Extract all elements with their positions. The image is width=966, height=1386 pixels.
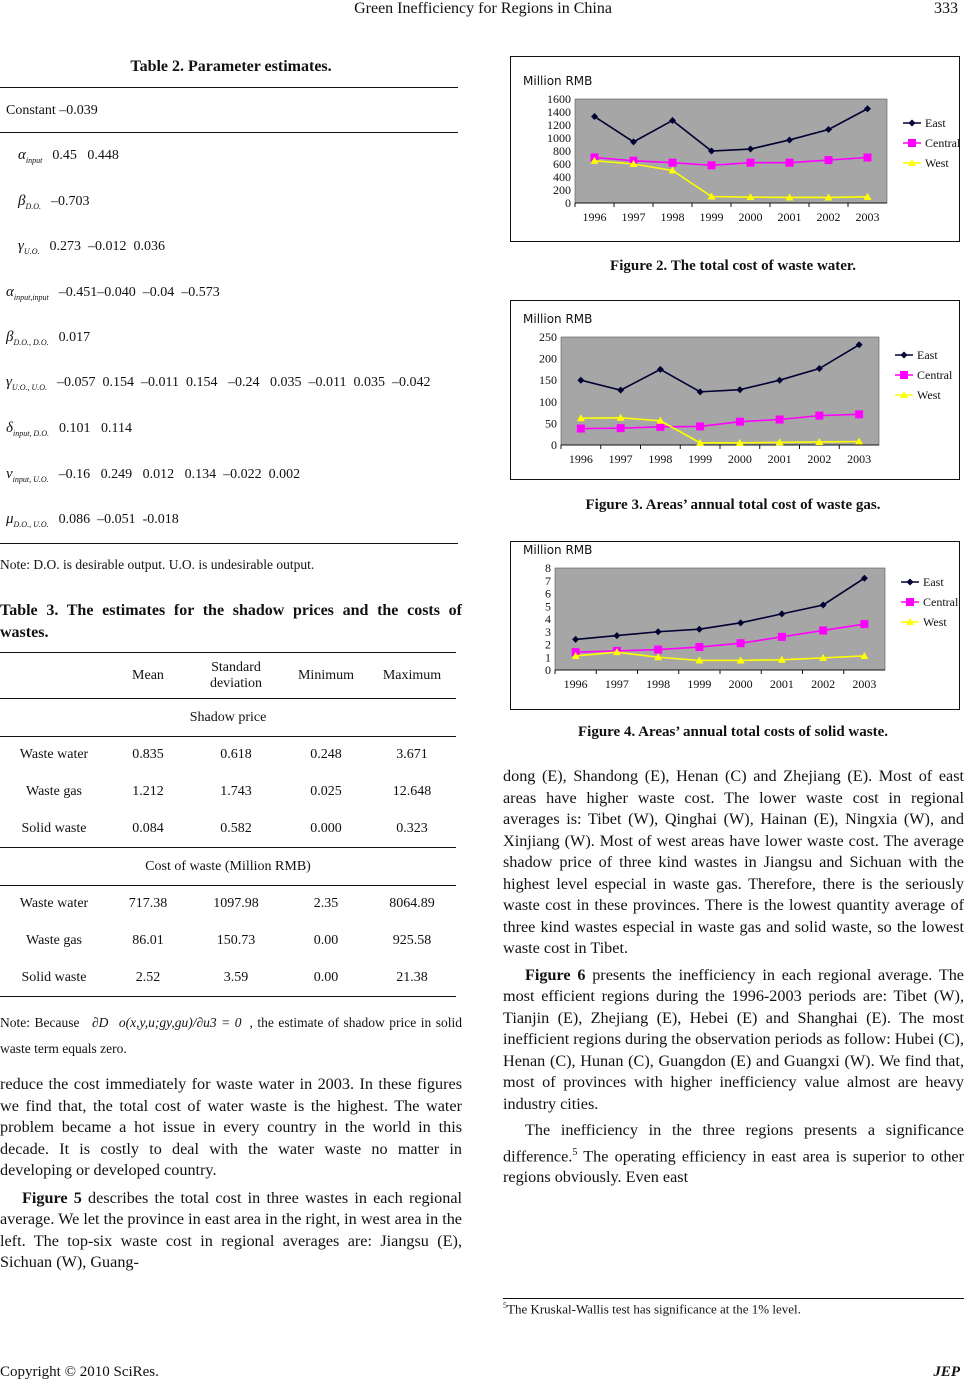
svg-text:1000: 1000 [547, 131, 571, 145]
svg-text:West: West [925, 156, 949, 170]
svg-text:East: East [923, 575, 944, 589]
svg-text:2000: 2000 [727, 452, 752, 466]
svg-text:1400: 1400 [547, 105, 571, 119]
table-row [0, 886, 456, 923]
svg-text:600: 600 [553, 157, 571, 171]
parameter-symbol: γ [6, 374, 12, 390]
figure4-chart [510, 541, 960, 710]
cell: 21.38 [396, 969, 428, 985]
paragraph: reduce the cost immediately for waste water in 2003. In these figures we find that, the total cost of water waste is the highest. The water problem became a hot issue in every country in the world in this decade. It is costly to deal with the water waste no matter in developing or developed country. [0, 1075, 462, 1179]
svg-text:West: West [917, 388, 941, 402]
svg-text:2000: 2000 [738, 210, 763, 224]
parameter-values: –0.703 [51, 194, 90, 209]
cell: 0.835 [132, 747, 164, 763]
table3 [0, 652, 456, 997]
table3-col-min: Minimum [297, 667, 354, 683]
cell: 150.73 [216, 933, 256, 948]
svg-text:Central: Central [925, 136, 959, 150]
svg-text:400: 400 [553, 170, 571, 184]
svg-text:Central: Central [917, 368, 953, 382]
svg-text:1996: 1996 [563, 677, 588, 691]
cell: 1.212 [132, 784, 164, 799]
cell: 8064.89 [389, 896, 435, 912]
svg-text:2001: 2001 [777, 210, 802, 224]
parameter-values: 0.086 –0.051 -0.018 [58, 512, 179, 527]
cell: 0.000 [310, 820, 342, 836]
cell: 0.582 [220, 820, 252, 836]
paragraph-text: The operating efficiency in east area is superior to other regions obviously. Even east [503, 1146, 964, 1187]
svg-text:East: East [917, 348, 938, 362]
footnote-text: The Kruskal-Wallis test has significance at the 1% level. [507, 1301, 801, 1317]
svg-text:8: 8 [545, 561, 551, 575]
table2-row [6, 284, 220, 302]
parameter-subscript: input, U.O. [12, 475, 49, 484]
svg-text:1997: 1997 [604, 677, 629, 691]
svg-text:2003: 2003 [855, 210, 880, 224]
svg-text:1998: 1998 [660, 210, 685, 224]
table2-row [6, 511, 179, 529]
row-label: Solid waste [21, 820, 87, 836]
svg-text:2002: 2002 [816, 210, 841, 224]
parameter-subscript: input [25, 156, 43, 165]
cell: 0.084 [132, 820, 164, 836]
parameter-symbol: β [18, 193, 26, 209]
parameter-subscript: D.O., U.O. [13, 520, 49, 529]
figure-ref: Figure 5 [22, 1188, 82, 1207]
svg-text:4: 4 [545, 612, 551, 626]
cell: 3.59 [223, 969, 249, 985]
table2-row [18, 238, 165, 256]
page-number: 333 [934, 0, 958, 17]
parameter-values: –0.057 0.154 –0.011 0.154 –0.24 0.035 –0.011 0.035 –0.042 [57, 375, 431, 390]
svg-text:0: 0 [545, 663, 551, 677]
table3-section-cost [0, 848, 456, 886]
svg-text:100: 100 [539, 394, 557, 409]
table3-col-std-label: Standard deviation [209, 659, 263, 691]
svg-text:1999: 1999 [687, 677, 712, 691]
figure-ref: Figure 6 [525, 965, 586, 984]
note-suffix: , the estimate of shadow price in solid waste term equals zero. [0, 1015, 463, 1056]
table-row [0, 811, 456, 848]
cell: 3.671 [396, 747, 428, 763]
svg-text:1600: 1600 [547, 92, 571, 106]
svg-text:1996: 1996 [568, 452, 593, 466]
figure2-caption: Figure 2. The total cost of waste water. [610, 258, 856, 274]
cell: 1097.98 [213, 896, 259, 912]
paragraph [503, 965, 964, 1116]
svg-text:1999: 1999 [699, 210, 724, 224]
svg-text:2: 2 [545, 637, 551, 652]
svg-text:50: 50 [545, 416, 557, 431]
parameter-subscript: D.O., D.O. [13, 338, 49, 347]
svg-text:1: 1 [545, 650, 551, 665]
paragraph-text: describes the total cost in three wastes in each regional average. We let the province in east area in the right, in west area in the left. The top-six waste cost in regional averages are: Jiangsu (E), Sichuan (W), Guang- [0, 1188, 463, 1271]
running-title: Green Inefficiency for Regions in China [354, 0, 612, 17]
cell: 0.00 [313, 933, 339, 948]
figure2-svg [511, 57, 959, 241]
svg-text:Million RMB: Million RMB [523, 74, 593, 88]
svg-text:800: 800 [553, 144, 571, 158]
figure4-svg [511, 542, 959, 709]
table2-caption: Table 2. Parameter estimates. [130, 58, 332, 75]
table2-row [18, 147, 119, 165]
svg-text:1998: 1998 [648, 452, 673, 466]
footnote [503, 1301, 801, 1317]
parameter-values: 0.101 0.114 [58, 421, 132, 436]
paragraph-text: presents the inefficiency in each regional average. The most efficient regions during the 1996-2003 periods are: Tibet (W), Tianjin (E), Zhejiang (E), Hebei (E) and Shanghai (E). The most inefficient regions during the observation periods as follow: Hubei (C), Henan (C), Hunan (C), Guangdon (E) and Guangxi (W). We find that, most of provinces with higher inefficiency value almost are heavy industry cities. [503, 965, 964, 1113]
cell: 0.323 [396, 820, 428, 836]
section-title: Cost of waste (Million RMB) [145, 858, 311, 874]
svg-text:3: 3 [545, 624, 551, 639]
figure4-caption: Figure 4. Areas’ annual total costs of solid waste. [578, 724, 888, 740]
section-title: Shadow price [189, 709, 267, 725]
table2-bottom-rule [0, 543, 458, 544]
table3-col-empty [0, 653, 108, 699]
parameter-values: –0.16 0.249 0.012 0.134 –0.022 0.002 [58, 467, 301, 482]
row-label: Waste gas [25, 784, 83, 799]
table3-col-max: Maximum [382, 667, 442, 683]
svg-text:2000: 2000 [728, 677, 753, 691]
parameter-subscript: U.O. [23, 247, 40, 256]
table-row [0, 774, 456, 811]
svg-text:1997: 1997 [608, 452, 633, 466]
paragraph [0, 1188, 462, 1274]
svg-text:1999: 1999 [688, 452, 713, 466]
table2-top-rule [0, 87, 458, 88]
cell: 925.58 [392, 933, 432, 948]
parameter-values: 0.017 [58, 330, 91, 345]
table3-col-std [188, 653, 284, 699]
svg-text:200: 200 [553, 183, 571, 197]
svg-text:2003: 2003 [852, 677, 877, 691]
svg-text:7: 7 [545, 573, 551, 588]
footnote-rule [503, 1298, 964, 1299]
figure3-chart [510, 300, 960, 480]
table2-note: Note: D.O. is desirable output. U.O. is undesirable output. [0, 557, 315, 572]
table2-row [6, 374, 431, 392]
table2-mid-rule [0, 132, 458, 133]
table2-constant-row: Constant –0.039 [6, 103, 98, 118]
svg-text:Central: Central [923, 595, 959, 609]
table2-row [18, 193, 90, 211]
cell: 2.35 [313, 896, 339, 912]
svg-text:East: East [925, 116, 946, 130]
parameter-subscript: U.O., U.O. [11, 383, 48, 392]
svg-text:Million RMB: Million RMB [523, 543, 593, 557]
parameter-symbol: β [6, 329, 14, 345]
svg-text:2001: 2001 [767, 452, 792, 466]
svg-text:2002: 2002 [811, 677, 836, 691]
parameter-symbol: μ [6, 511, 14, 527]
parameter-symbol: α [18, 147, 26, 163]
cell: 1.743 [220, 784, 252, 799]
svg-text:2003: 2003 [847, 452, 872, 466]
table2-row [6, 329, 90, 347]
parameter-symbol: γ [18, 238, 24, 254]
table-row [0, 960, 456, 997]
svg-text:1200: 1200 [547, 118, 571, 132]
paragraph-text: The inefficiency in the three regions presents a significance difference. [503, 1121, 964, 1165]
cell: 0.618 [220, 747, 252, 763]
svg-text:1997: 1997 [621, 210, 646, 224]
right-body [503, 766, 964, 1189]
svg-text:200: 200 [539, 351, 557, 366]
table2-row [6, 420, 132, 438]
figure2-chart [510, 56, 960, 242]
svg-text:1998: 1998 [646, 677, 671, 691]
svg-text:2002: 2002 [807, 452, 832, 466]
paragraph [503, 1120, 964, 1189]
svg-text:Million RMB: Million RMB [523, 312, 593, 326]
table2-row [6, 466, 300, 484]
parameter-symbol: ν [6, 466, 13, 482]
svg-text:0: 0 [565, 196, 571, 210]
table-row [0, 737, 456, 774]
note-prefix: Note: Because [0, 1015, 80, 1030]
figure3-svg [511, 301, 959, 479]
footnote-marker[interactable]: 5 [572, 1146, 578, 1158]
row-label: Solid waste [21, 969, 87, 985]
svg-text:West: West [923, 615, 947, 629]
row-label: Waste water [19, 896, 89, 912]
table3-caption: Table 3. The estimates for the shadow prices and the costs of wastes. [0, 602, 462, 641]
svg-text:6: 6 [545, 586, 551, 601]
row-label: Waste gas [25, 933, 83, 948]
cell: 86.01 [132, 933, 164, 948]
table3-section-shadow-price [0, 699, 456, 737]
table3-note [0, 1010, 462, 1062]
parameter-subscript: input,input [13, 293, 49, 302]
note-formula: ∂D⃗o(x,y,u;gy,gu)/∂u3 = 0 [91, 1015, 242, 1030]
svg-text:2001: 2001 [769, 677, 794, 691]
row-label: Waste water [19, 747, 89, 763]
svg-text:250: 250 [539, 330, 557, 344]
figure3-caption: Figure 3. Areas’ annual total cost of waste gas. [585, 497, 881, 513]
cell: 0.025 [310, 784, 342, 799]
footer-copyright: Copyright © 2010 SciRes. [0, 1364, 159, 1380]
parameter-values: –0.451–0.040 –0.04 –0.573 [58, 285, 220, 300]
parameter-values: 0.273 –0.012 0.036 [49, 239, 165, 254]
parameter-symbol: δ [6, 420, 13, 436]
left-body [0, 1074, 462, 1274]
svg-text:150: 150 [539, 373, 557, 388]
footer-journal: JEP [933, 1364, 960, 1380]
cell: 2.52 [135, 969, 161, 985]
paragraph: dong (E), Shandong (E), Henan (C) and Zhejiang (E). Most of east areas have higher waste cost. The lower waste cost in regional averages is: Tibet (W), Qinghai (W), Hainan (E), Ningxia (W), and Xinjiang (W). Most of west areas have lower waste cost. The average shadow price of three kind wastes in Jiangsu and Sichuan with the highest level especial in waste gas. Therefore, there is the seriously waste cost in these provinces. There is the lowest quantity average of three kind wastes especial in waste gas and solid waste, so the lowest waste cost in Tibet. [503, 767, 964, 957]
parameter-symbol: α [6, 284, 14, 300]
parameter-subscript: D.O. [25, 202, 42, 211]
cell: 12.648 [392, 784, 432, 799]
cell: 717.38 [128, 896, 168, 912]
svg-text:1996: 1996 [582, 210, 607, 224]
svg-text:5: 5 [545, 599, 551, 614]
cell: 0.248 [310, 747, 342, 763]
parameter-values: 0.45 0.448 [52, 148, 119, 163]
table3-header-row [0, 653, 456, 699]
running-head [0, 0, 966, 24]
cell: 0.00 [313, 969, 339, 985]
table3-col-mean: Mean [132, 667, 164, 683]
footnote-mark: 5 [503, 1301, 507, 1310]
parameter-subscript: input, D.O. [12, 429, 49, 438]
table-row [0, 923, 456, 960]
svg-text:0: 0 [551, 438, 557, 452]
